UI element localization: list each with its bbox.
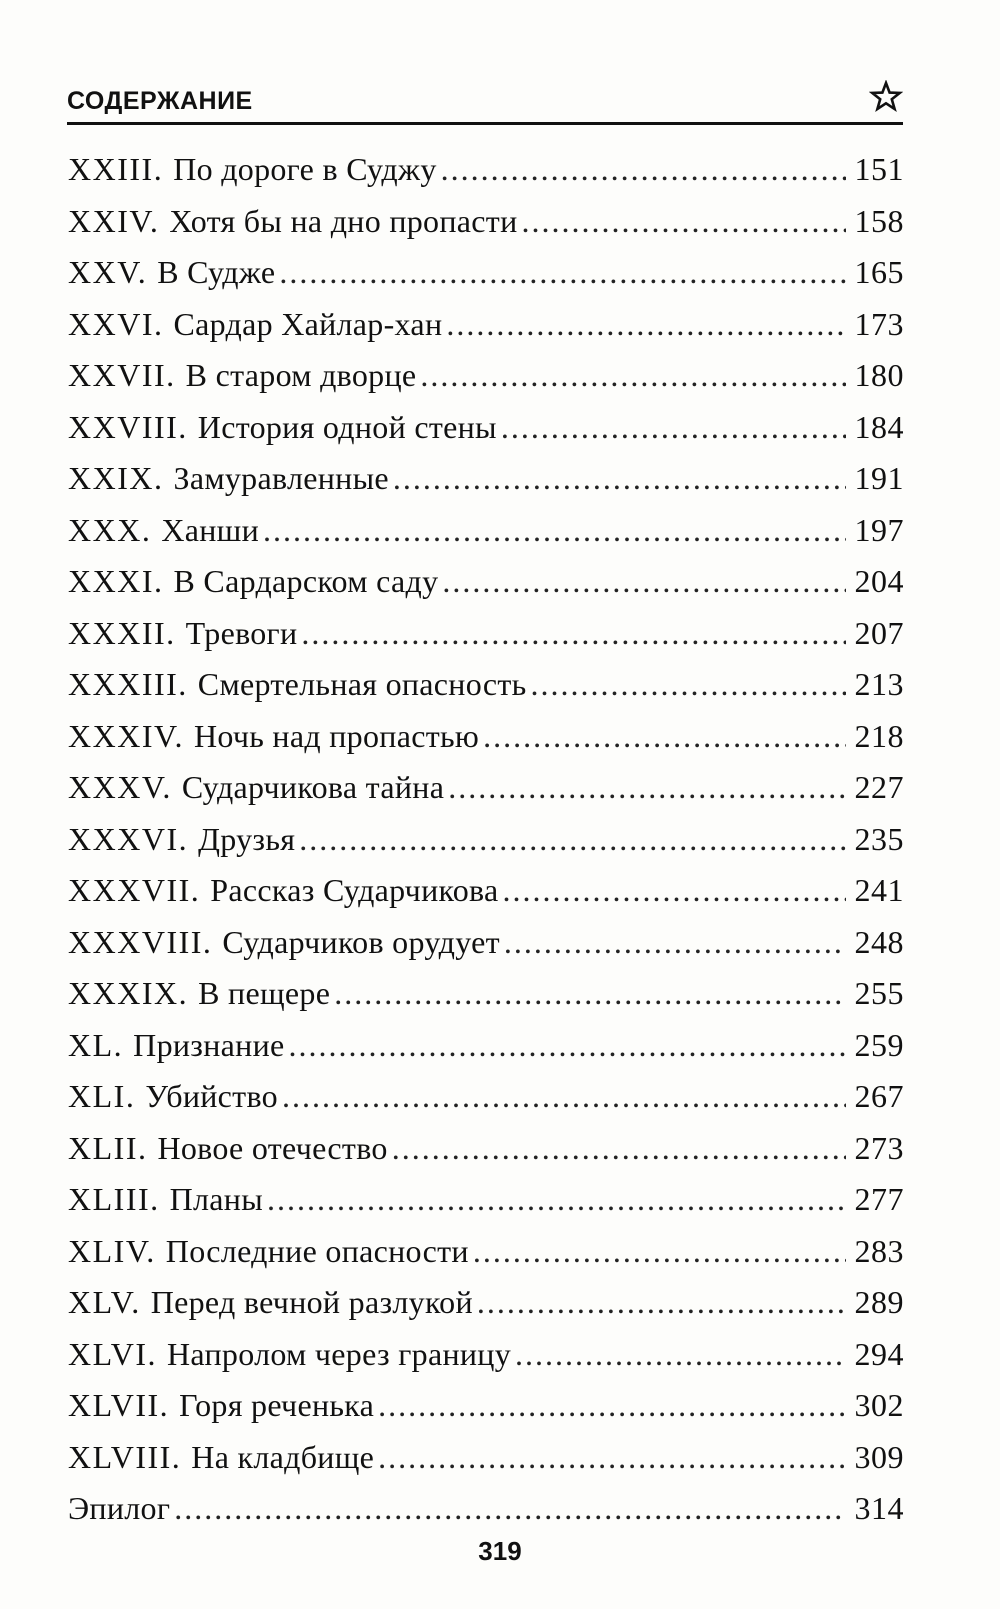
chapter-page-number: 235 — [854, 820, 904, 857]
dot-leader — [504, 917, 846, 969]
chapter-title: Замуравленные — [173, 460, 389, 496]
chapter-page-number: 218 — [854, 717, 904, 754]
dot-leader — [378, 1380, 846, 1432]
toc-entry — [68, 196, 904, 248]
dot-leader — [531, 659, 846, 711]
page-title: СОДЕРЖАНИЕ — [67, 87, 253, 115]
dot-leader — [448, 762, 846, 814]
chapter-page-number: 294 — [854, 1335, 904, 1372]
toc-entry — [68, 402, 904, 454]
toc-entry — [68, 556, 904, 608]
dot-leader — [522, 196, 847, 248]
chapter-title: Признание — [133, 1026, 285, 1063]
dot-leader — [392, 1123, 846, 1175]
toc-entry — [68, 1123, 904, 1175]
chapter-title: Рассказ Сударчикова — [210, 872, 499, 908]
toc-entry — [68, 505, 904, 557]
dot-leader — [446, 299, 846, 351]
chapter-page-number: 314 — [854, 1490, 904, 1526]
chapter-page-number: 213 — [854, 666, 904, 702]
chapter-page-number: 289 — [854, 1284, 904, 1320]
chapter-number: XLVIII. — [68, 1438, 182, 1475]
toc-entry — [68, 1020, 904, 1072]
chapter-title: Горя реченька — [179, 1387, 375, 1423]
chapter-page-number: 259 — [854, 1026, 904, 1063]
dot-leader — [267, 1174, 846, 1226]
dot-leader — [282, 1071, 846, 1123]
chapter-title: Последние опасности — [165, 1232, 469, 1269]
page-header — [67, 74, 903, 125]
dot-leader — [442, 556, 846, 608]
toc-entry — [68, 1226, 904, 1278]
toc-entry — [68, 453, 904, 505]
toc-entry — [68, 1277, 904, 1329]
dot-leader — [501, 402, 846, 454]
chapter-number: XLII. — [68, 1129, 148, 1166]
chapter-number: XXXI. — [68, 563, 164, 599]
chapter-page-number: 184 — [854, 408, 904, 445]
chapter-page-number: 283 — [854, 1232, 904, 1269]
chapter-page-number: 191 — [854, 460, 904, 496]
chapter-page-number: 204 — [854, 563, 904, 599]
chapter-title: Тревоги — [185, 614, 298, 651]
chapter-title: Сударчиков орудует — [222, 923, 500, 960]
toc-entry — [68, 814, 904, 866]
chapter-number: XLIII. — [68, 1181, 160, 1217]
chapter-page-number: 267 — [854, 1078, 904, 1114]
chapter-title: Убийство — [145, 1078, 278, 1114]
chapter-number: XXXIX. — [68, 975, 189, 1011]
chapter-number: XXXV. — [68, 769, 172, 805]
page-number: 319 — [478, 1536, 522, 1566]
dot-leader — [473, 1226, 846, 1278]
star-outline-icon — [869, 80, 903, 114]
chapter-page-number: 197 — [854, 511, 904, 548]
chapter-number: XXXVIII. — [68, 923, 213, 960]
chapter-title: Ханши — [161, 511, 260, 548]
chapter-title: Напролом через границу — [166, 1335, 512, 1372]
chapter-number: XLIV. — [68, 1232, 156, 1269]
chapter-title: На кладбище — [191, 1438, 375, 1475]
chapter-title: В Судже — [157, 254, 276, 290]
chapter-number: XXX. — [68, 511, 152, 548]
dot-leader — [378, 1432, 846, 1484]
chapter-number: XXVI. — [68, 305, 164, 342]
dot-leader — [299, 814, 846, 866]
chapter-number: XXXVII. — [68, 872, 201, 908]
dot-leader — [279, 247, 846, 299]
dot-leader — [503, 865, 846, 917]
chapter-number: XXXVI. — [68, 820, 189, 857]
chapter-title: Новое отечество — [157, 1129, 388, 1166]
chapter-title: Хотя бы на дно пропасти — [169, 202, 518, 239]
chapter-title: Сардар Хайлар-хан — [173, 305, 443, 342]
chapter-number: XXIV. — [68, 202, 160, 239]
toc-entry — [68, 1174, 904, 1226]
chapter-page-number: 273 — [854, 1129, 904, 1166]
toc-entry — [68, 762, 904, 814]
chapter-page-number: 302 — [854, 1387, 904, 1423]
chapter-title: Смертельная опасность — [197, 666, 527, 702]
toc-entry — [68, 711, 904, 763]
chapter-title: Перед вечной разлукой — [150, 1284, 473, 1320]
toc-entry — [68, 968, 904, 1020]
dot-leader — [289, 1020, 846, 1072]
dot-leader — [334, 968, 846, 1020]
toc-entry — [68, 1432, 904, 1484]
dot-leader — [420, 350, 846, 402]
chapter-number: XXVII. — [68, 357, 176, 393]
toc-entry — [68, 144, 904, 196]
dot-leader — [301, 608, 846, 660]
chapter-title: Сударчикова тайна — [181, 769, 445, 805]
chapter-page-number: 158 — [854, 202, 904, 239]
chapter-title: Эпилог — [68, 1490, 171, 1526]
toc-entry — [68, 1483, 904, 1535]
chapter-page-number: 248 — [854, 923, 904, 960]
toc-entry — [68, 247, 904, 299]
chapter-number: XL. — [68, 1026, 124, 1063]
chapter-number: XXV. — [68, 254, 148, 290]
chapter-number: XXIII. — [68, 151, 164, 187]
chapter-number: XXIX. — [68, 460, 164, 496]
toc-entry — [68, 865, 904, 917]
toc-entry — [68, 659, 904, 711]
chapter-page-number: 165 — [854, 254, 904, 290]
chapter-title: История одной стены — [197, 408, 497, 445]
chapter-page-number: 241 — [854, 872, 904, 908]
chapter-page-number: 207 — [854, 614, 904, 651]
chapter-number: XXXII. — [68, 614, 176, 651]
chapter-title: В старом дворце — [185, 357, 417, 393]
table-of-contents — [68, 144, 904, 1535]
toc-entry — [68, 1380, 904, 1432]
chapter-number: XXVIII. — [68, 408, 188, 445]
toc-entry — [68, 1071, 904, 1123]
dot-leader — [393, 453, 846, 505]
toc-entry — [68, 608, 904, 660]
chapter-number: XLV. — [68, 1284, 141, 1320]
dot-leader — [477, 1277, 846, 1329]
chapter-title: Ночь над пропастью — [193, 717, 480, 754]
chapter-title: По дороге в Суджу — [173, 151, 437, 187]
dot-leader — [515, 1329, 846, 1381]
chapter-number: XXXIV. — [68, 717, 184, 754]
dot-leader — [263, 505, 846, 557]
chapter-title: В пещере — [198, 975, 331, 1011]
chapter-page-number: 173 — [854, 305, 904, 342]
chapter-page-number: 255 — [854, 975, 904, 1011]
chapter-number: XLVI. — [68, 1335, 157, 1372]
chapter-title: Друзья — [198, 820, 296, 857]
toc-entry — [68, 350, 904, 402]
chapter-page-number: 309 — [854, 1438, 904, 1475]
dot-leader — [441, 144, 846, 196]
chapter-number: XLVII. — [68, 1387, 170, 1423]
chapter-title: В Сардарском саду — [173, 563, 439, 599]
toc-entry — [68, 299, 904, 351]
chapter-number: XLI. — [68, 1078, 136, 1114]
chapter-page-number: 180 — [854, 357, 904, 393]
toc-entry — [68, 1329, 904, 1381]
dot-leader — [174, 1483, 846, 1535]
chapter-page-number: 227 — [854, 769, 904, 805]
toc-entry — [68, 917, 904, 969]
chapter-title: Планы — [169, 1181, 264, 1217]
chapter-number: XXXIII. — [68, 666, 188, 702]
dot-leader — [483, 711, 846, 763]
chapter-page-number: 277 — [854, 1181, 904, 1217]
chapter-page-number: 151 — [854, 151, 904, 187]
